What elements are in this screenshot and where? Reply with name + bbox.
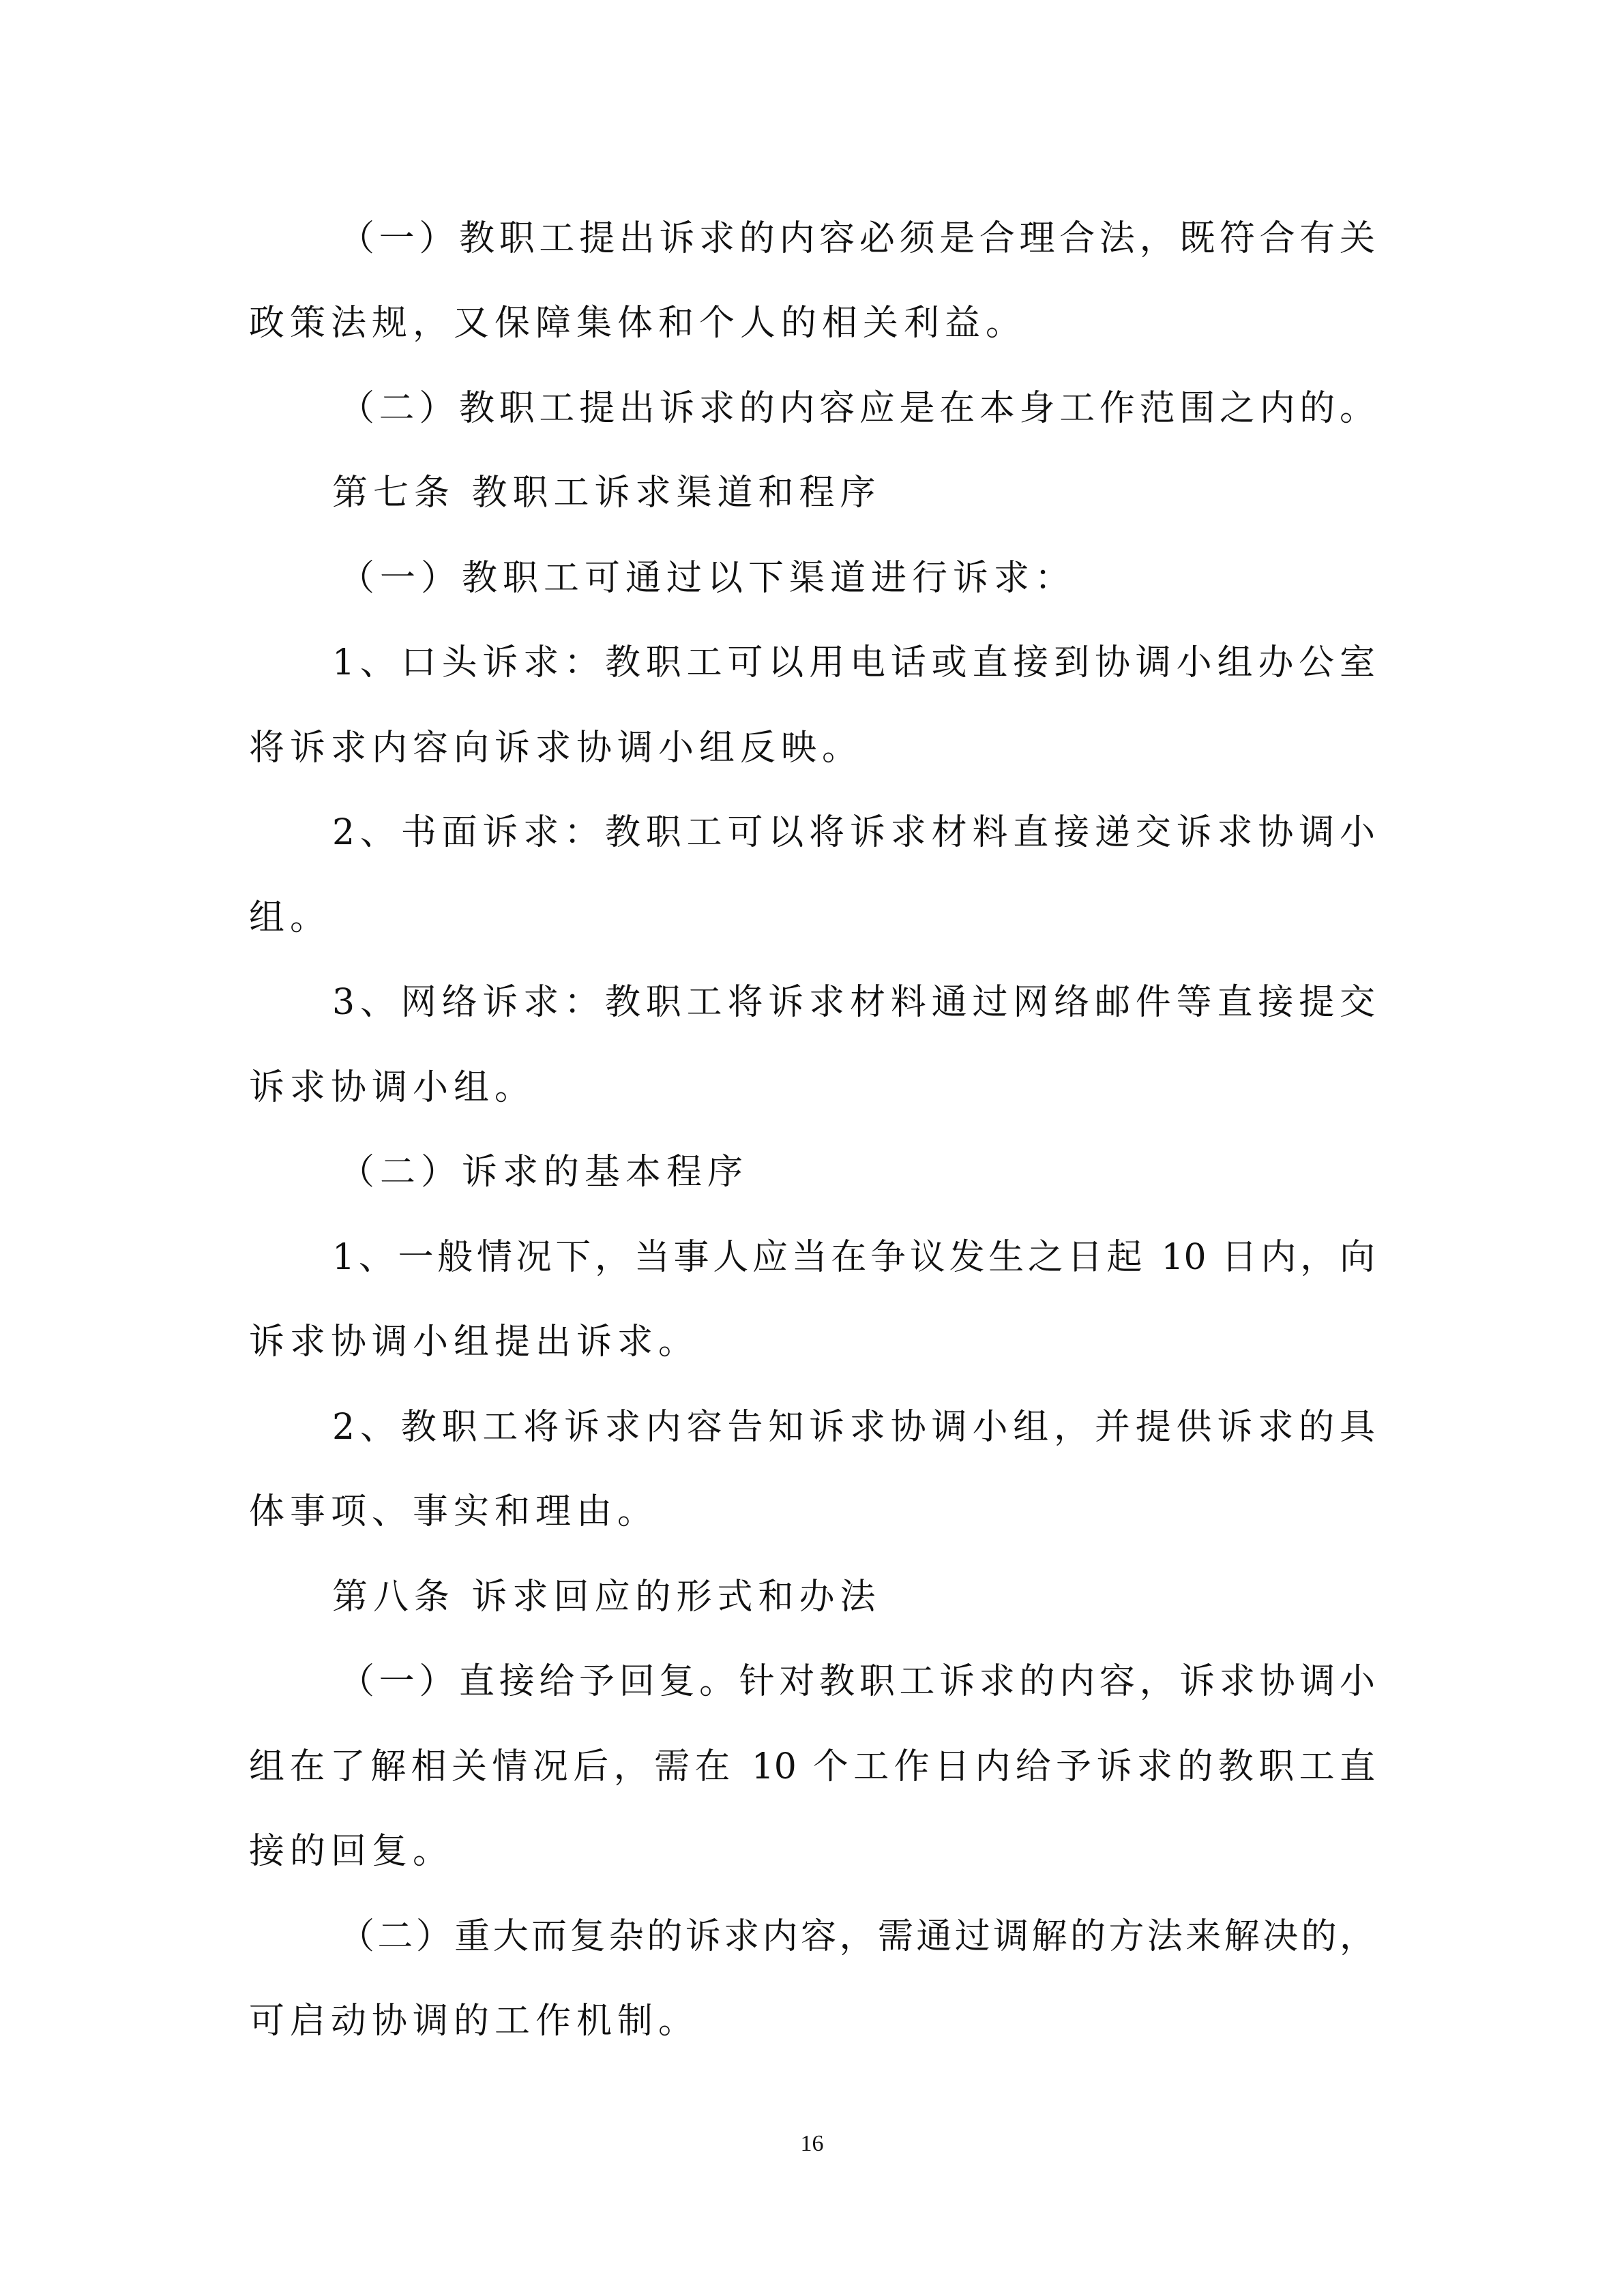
page-number: 16 [800,2131,824,2156]
paragraph-line: （一）教职工提出诉求的内容必须是合理合法，既符合有关 [339,218,1375,259]
article-heading: 第七条 教职工诉求渠道和程序 [332,473,881,513]
paragraph-line: 2、书面诉求：教职工可以将诉求材料直接递交诉求协调小 [332,812,1375,853]
paragraph-line: （二）教职工提出诉求的内容应是在本身工作范围之内的。 [339,388,1375,429]
paragraph-line: 2、教职工将诉求内容告知诉求协调小组，并提供诉求的具 [332,1407,1375,1448]
paragraph-line: 将诉求内容向诉求协调小组反映。 [249,728,863,769]
paragraph-line: 体事项、事实和理由。 [249,1491,659,1532]
paragraph-line: 组在了解相关情况后，需在 10 个工作日内给予诉求的教职工直 [249,1746,1375,1787]
paragraph-line: 组。 [249,897,331,938]
paragraph-line: 1、一般情况下，当事人应当在争议发生之日起 10 日内，向 [332,1237,1375,1278]
paragraph-line: （一）直接给予回复。针对教职工诉求的内容，诉求协调小 [339,1661,1375,1702]
paragraph-line: 可启动协调的工作机制。 [249,2001,700,2042]
paragraph-line: （二）重大而复杂的诉求内容，需通过调解的方法来解决的， [339,1916,1375,1957]
paragraph-line: 1、口头诉求：教职工可以用电话或直接到协调小组办公室 [332,642,1375,683]
paragraph-line: 诉求协调小组。 [249,1067,536,1108]
paragraph-line: 3、网络诉求：教职工将诉求材料通过网络邮件等直接提交 [332,982,1375,1023]
article-heading: 第八条 诉求回应的形式和办法 [332,1577,881,1617]
paragraph-line: 诉求协调小组提出诉求。 [249,1322,700,1362]
paragraph-line: 政策法规，又保障集体和个人的相关利益。 [249,303,1027,344]
paragraph-line: （一）教职工可通过以下渠道进行诉求： [339,558,1076,599]
paragraph-line: （二）诉求的基本程序 [339,1152,749,1193]
paragraph-line: 接的回复。 [249,1831,454,1872]
